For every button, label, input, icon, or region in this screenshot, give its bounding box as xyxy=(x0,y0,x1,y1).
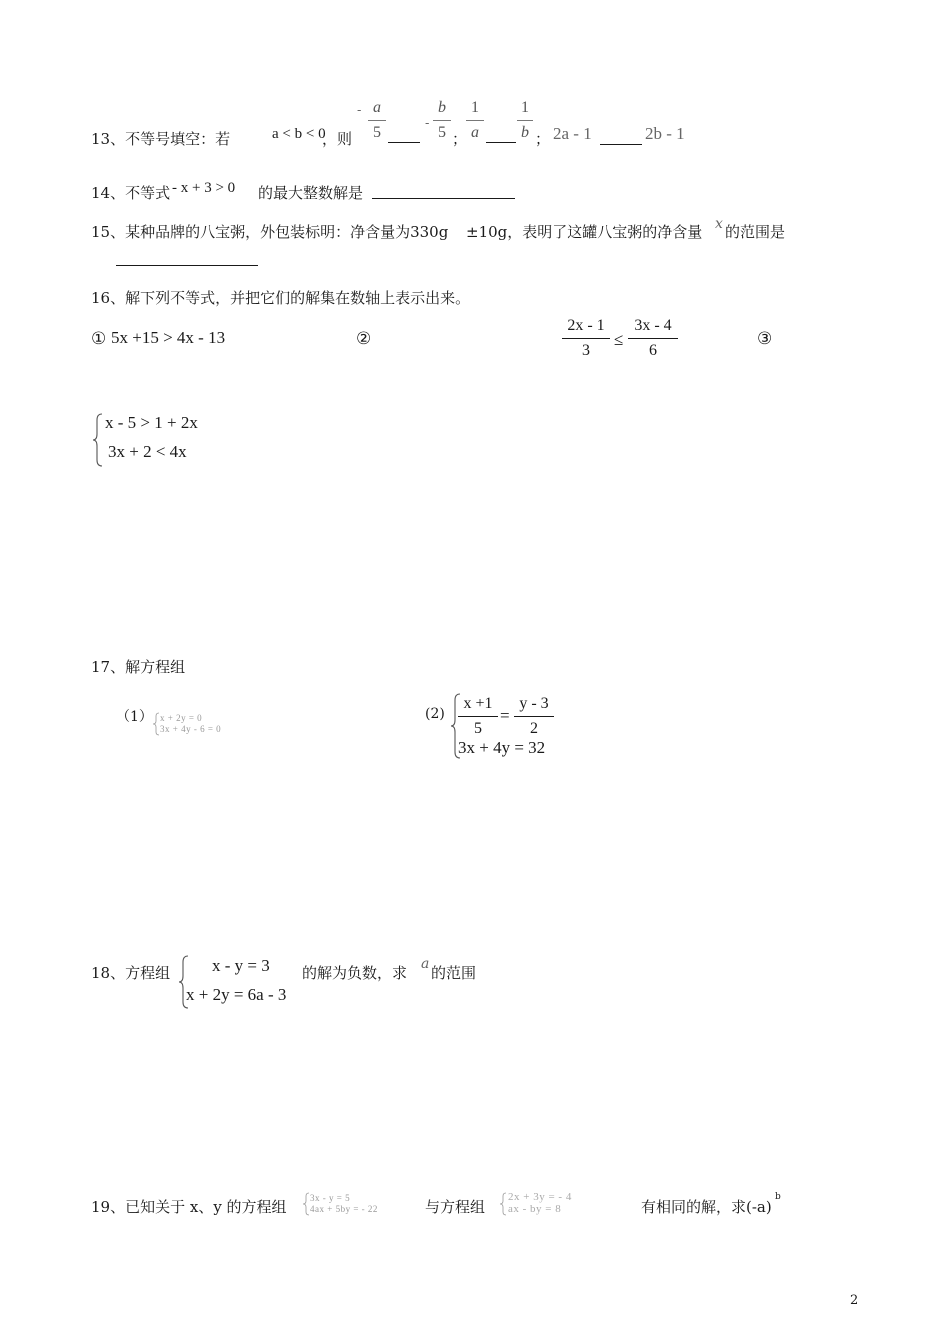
q13-blank-2[interactable] xyxy=(486,128,516,143)
q18-variable: a xyxy=(421,956,430,972)
q16-part1-marker: ① xyxy=(91,329,107,349)
q16-part3-line2: 3x + 2 < 4x xyxy=(108,442,187,461)
q13-frac2-den: 5 xyxy=(438,124,446,141)
q14-expression: - x + 3 > 0 xyxy=(172,180,236,196)
q13-neg1: - xyxy=(357,103,362,118)
q13-frac-b-over-5 xyxy=(433,98,451,143)
q16-part2-left-fraction xyxy=(562,316,610,361)
q17-p2-den-l: 5 xyxy=(474,720,482,737)
q13-blank-3[interactable] xyxy=(600,130,642,145)
q13-expr-left: 2a - 1 xyxy=(553,124,592,143)
q19-system1-line2: 4ax + 5by = - 22 xyxy=(310,1204,378,1214)
q17-p2-num-r: y - 3 xyxy=(519,695,549,712)
q16-p2-den-l: 3 xyxy=(582,342,590,359)
q13-frac-a-over-5 xyxy=(368,98,386,143)
q18-suffix-a: 的解为负数，求 xyxy=(302,964,408,982)
q17-part2-right-fraction xyxy=(514,694,554,739)
q17-part2-equals: = xyxy=(500,706,510,725)
q19-mid: 与方程组 xyxy=(425,1198,486,1216)
q13-sep1: ； xyxy=(452,130,468,148)
q13-condition: a < b < 0 xyxy=(272,126,326,142)
q18-line2: x + 2y = 6a - 3 xyxy=(186,985,287,1004)
q19-superscript: b xyxy=(775,1192,781,1202)
q17-p2-den-r: 2 xyxy=(530,720,538,737)
q14-suffix: 的最大整数解是 xyxy=(258,184,364,202)
q18-suffix-b: 的范围 xyxy=(431,964,477,982)
q17-p2-num-l: x +1 xyxy=(463,695,493,712)
q13-frac3-den: a xyxy=(471,124,479,141)
q13-frac4-den: b xyxy=(521,124,529,141)
q13-sep2: ； xyxy=(535,130,551,148)
q13-frac2-num: b xyxy=(438,99,446,116)
q16-part2-operator: ≤ xyxy=(614,330,624,349)
q13-frac-1-over-b xyxy=(517,98,533,143)
q19-system2-line1: 2x + 3y = - 4 xyxy=(508,1191,572,1203)
q15-answer-blank[interactable] xyxy=(116,251,258,266)
q17-part2-left-fraction xyxy=(458,694,498,739)
q13-blank-1[interactable] xyxy=(388,128,420,143)
q16-part3-brace xyxy=(92,412,104,468)
q17-part1-line2: 3x + 4y - 6 = 0 xyxy=(160,724,222,734)
q13-expr-right: 2b - 1 xyxy=(645,124,685,143)
q13-then: ，则 xyxy=(322,130,353,148)
q13-frac1-num: a xyxy=(373,99,381,116)
q16-part3-line1: x - 5 > 1 + 2x xyxy=(105,413,198,432)
q17-part2-line2: 3x + 4y = 32 xyxy=(458,738,546,757)
q16-p2-den-r: 6 xyxy=(649,342,657,359)
q15-text-b: 的范围是 xyxy=(725,223,786,241)
q17-part1-label: （1） xyxy=(116,709,153,725)
q13-neg2: - xyxy=(425,116,430,131)
q16-part2-marker: ② xyxy=(356,329,372,349)
q13-frac1-den: 5 xyxy=(373,124,381,141)
q15-variable: x xyxy=(715,216,723,232)
q19-system1-brace xyxy=(302,1192,310,1216)
page-number: 2 xyxy=(850,1293,859,1308)
q17-part1-line1: x + 2y = 0 xyxy=(160,713,203,723)
q13-frac4-num: 1 xyxy=(521,99,529,116)
q13-frac3-num: 1 xyxy=(471,99,479,116)
q17-title: 17、解方程组 xyxy=(91,658,186,676)
q13-frac-1-over-a xyxy=(466,98,484,143)
q18-line1: x - y = 3 xyxy=(212,956,270,975)
q19-system1-line1: 3x - y = 5 xyxy=(310,1193,351,1203)
q15-text-a: 15、某种品牌的八宝粥，外包装标明：净含量为330g xyxy=(91,223,449,241)
q16-part1-expression: 5x +15 > 4x - 13 xyxy=(111,328,226,347)
q19-system2-line2: ax - by = 8 xyxy=(508,1203,562,1215)
q15-plus-minus: ±10g，表明了这罐八宝粥的净含量 xyxy=(466,223,703,241)
q19-system2-brace xyxy=(499,1192,507,1216)
q16-p2-num-l: 2x - 1 xyxy=(567,317,605,334)
q16-p2-num-r: 3x - 4 xyxy=(634,317,672,334)
q16-title: 16、解下列不等式，并把它们的解集在数轴上表示出来。 xyxy=(91,289,471,307)
q16-part3-marker: ③ xyxy=(757,329,773,349)
q13-prefix: 13、不等号填空：若 xyxy=(91,130,231,148)
q18-prefix: 18、方程组 xyxy=(91,964,171,982)
q14-answer-blank[interactable] xyxy=(372,184,515,199)
q19-suffix: 有相同的解，求(-a) xyxy=(641,1198,772,1216)
q19-prefix: 19、已知关于 x、y 的方程组 xyxy=(91,1198,287,1216)
q17-part1-brace xyxy=(152,712,160,736)
q14-prefix: 14、不等式 xyxy=(91,184,171,202)
q17-part2-label: (2) xyxy=(425,706,445,722)
q16-part2-right-fraction xyxy=(628,316,678,361)
